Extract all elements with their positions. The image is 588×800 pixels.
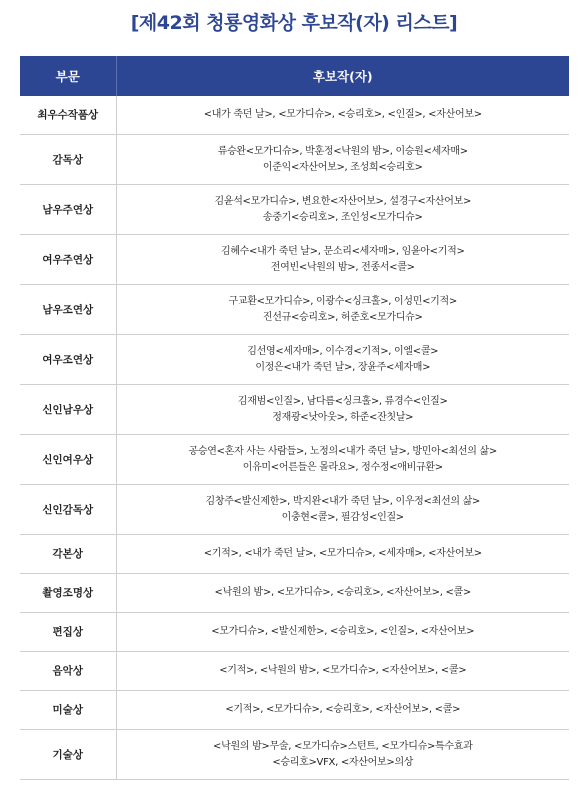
award-category: 감독상 [20,135,116,185]
nominee-line: 공승연<혼자 사는 사람들>, 노정의<내가 죽던 날>, 방민아<최선의 삶> [188,445,497,457]
nominee-cell [116,730,569,780]
nominee-line: 전여빈<낙원의 밤>, 전종서<콜> [270,261,415,273]
nominee-line: <승리호>VFX, <자산어보>의상 [272,756,414,768]
nominee-line: 이준익<자산어보>, 조성희<승리호> [262,161,423,173]
nominee-line: 김재범<인질>, 남다름<싱크홀>, 류경수<인질> [237,395,448,407]
award-category: 기술상 [20,730,116,780]
table-row [20,235,569,285]
table-row [20,574,569,613]
nominee-cell [116,96,569,135]
nominee-cell [116,535,569,574]
nominee-cell [116,613,569,652]
award-category: 촬영조명상 [20,574,116,613]
nominee-line: 이충현<콜>, 필감성<인질> [281,511,404,523]
award-category: 편집상 [20,613,116,652]
nominee-cell [116,574,569,613]
nominee-line: 구교환<모가디슈>, 이광수<싱크홀>, 이성민<기적> [228,295,457,307]
nominee-line: 류승완<모가디슈>, 박훈정<낙원의 밤>, 이승원<세자매> [217,145,468,157]
award-category: 여우주연상 [20,235,116,285]
nominee-line: 김선영<세자매>, 이수경<기적>, 이엘<콜> [247,345,439,357]
award-category: 남우조연상 [20,285,116,335]
award-category: 각본상 [20,535,116,574]
nominee-line: 송중기<승리호>, 조인성<모가디슈> [262,211,423,223]
award-category: 미술상 [20,691,116,730]
nominee-cell [116,285,569,335]
table-row [20,485,569,535]
nominee-line: <낙원의 밤>무술, <모가디슈>스턴트, <모가디슈>특수효과 [213,740,473,752]
nominee-cell [116,335,569,385]
award-category: 최우수작품상 [20,96,116,135]
table-row [20,135,569,185]
nominee-line: 김윤석<모가디슈>, 변요한<자산어보>, 설경구<자산어보> [214,195,472,207]
nominee-line: <모가디슈>, <발신제한>, <승리호>, <인질>, <자산어보> [211,626,475,637]
table-row [20,335,569,385]
table-header-row [20,56,569,96]
table-row [20,96,569,135]
award-category: 여우조연상 [20,335,116,385]
nominee-line: <기적>, <내가 죽던 날>, <모가디슈>, <세자매>, <자산어보> [203,548,482,559]
award-category: 신인남우상 [20,385,116,435]
nominee-line: 김혜수<내가 죽던 날>, 문소리<세자매>, 임윤아<기적> [220,245,465,257]
table-row [20,613,569,652]
page-title: [제42회 청룡영화상 후보작(자) 리스트] [130,12,458,34]
nominee-line: 정재광<낫아웃>, 하준<잔칫날> [272,411,414,423]
nominee-cell [116,435,569,485]
nominee-line: 김창주<발신제한>, 박지완<내가 죽던 날>, 이우정<최선의 삶> [205,495,481,507]
nominee-cell [116,652,569,691]
nominee-cell [116,691,569,730]
nominee-line: 이유미<어른들은 몰라요>, 정수정<애비규환> [242,461,443,473]
nominee-line: 이정은<내가 죽던 날>, 장윤주<세자매> [255,361,431,373]
nominee-cell [116,235,569,285]
award-category: 음악상 [20,652,116,691]
nominee-line: <기적>, <모가디슈>, <승리호>, <자산어보>, <콜> [225,704,461,715]
nominee-table [20,56,569,780]
table-row [20,535,569,574]
nominee-cell [116,385,569,435]
nominee-cell [116,185,569,235]
table-row [20,185,569,235]
table-row [20,435,569,485]
table-row [20,385,569,435]
table-row [20,730,569,780]
table-row [20,652,569,691]
nominee-cell [116,135,569,185]
nominee-line: <낙원의 밤>, <모가디슈>, <승리호>, <자산어보>, <콜> [214,587,471,598]
nominee-line: <내가 죽던 날>, <모가디슈>, <승리호>, <인질>, <자산어보> [203,109,482,120]
header-nominees: 후보작(자) [116,56,569,96]
award-category: 신인감독상 [20,485,116,535]
header-category: 부문 [20,56,116,96]
award-category: 남우주연상 [20,185,116,235]
table-row [20,285,569,335]
nominee-cell [116,485,569,535]
nominee-line: 진선규<승리호>, 허준호<모가디슈> [262,311,423,323]
table-row [20,691,569,730]
award-category: 신인여우상 [20,435,116,485]
nominee-line: <기적>, <낙원의 밤>, <모가디슈>, <자산어보>, <콜> [219,665,467,676]
